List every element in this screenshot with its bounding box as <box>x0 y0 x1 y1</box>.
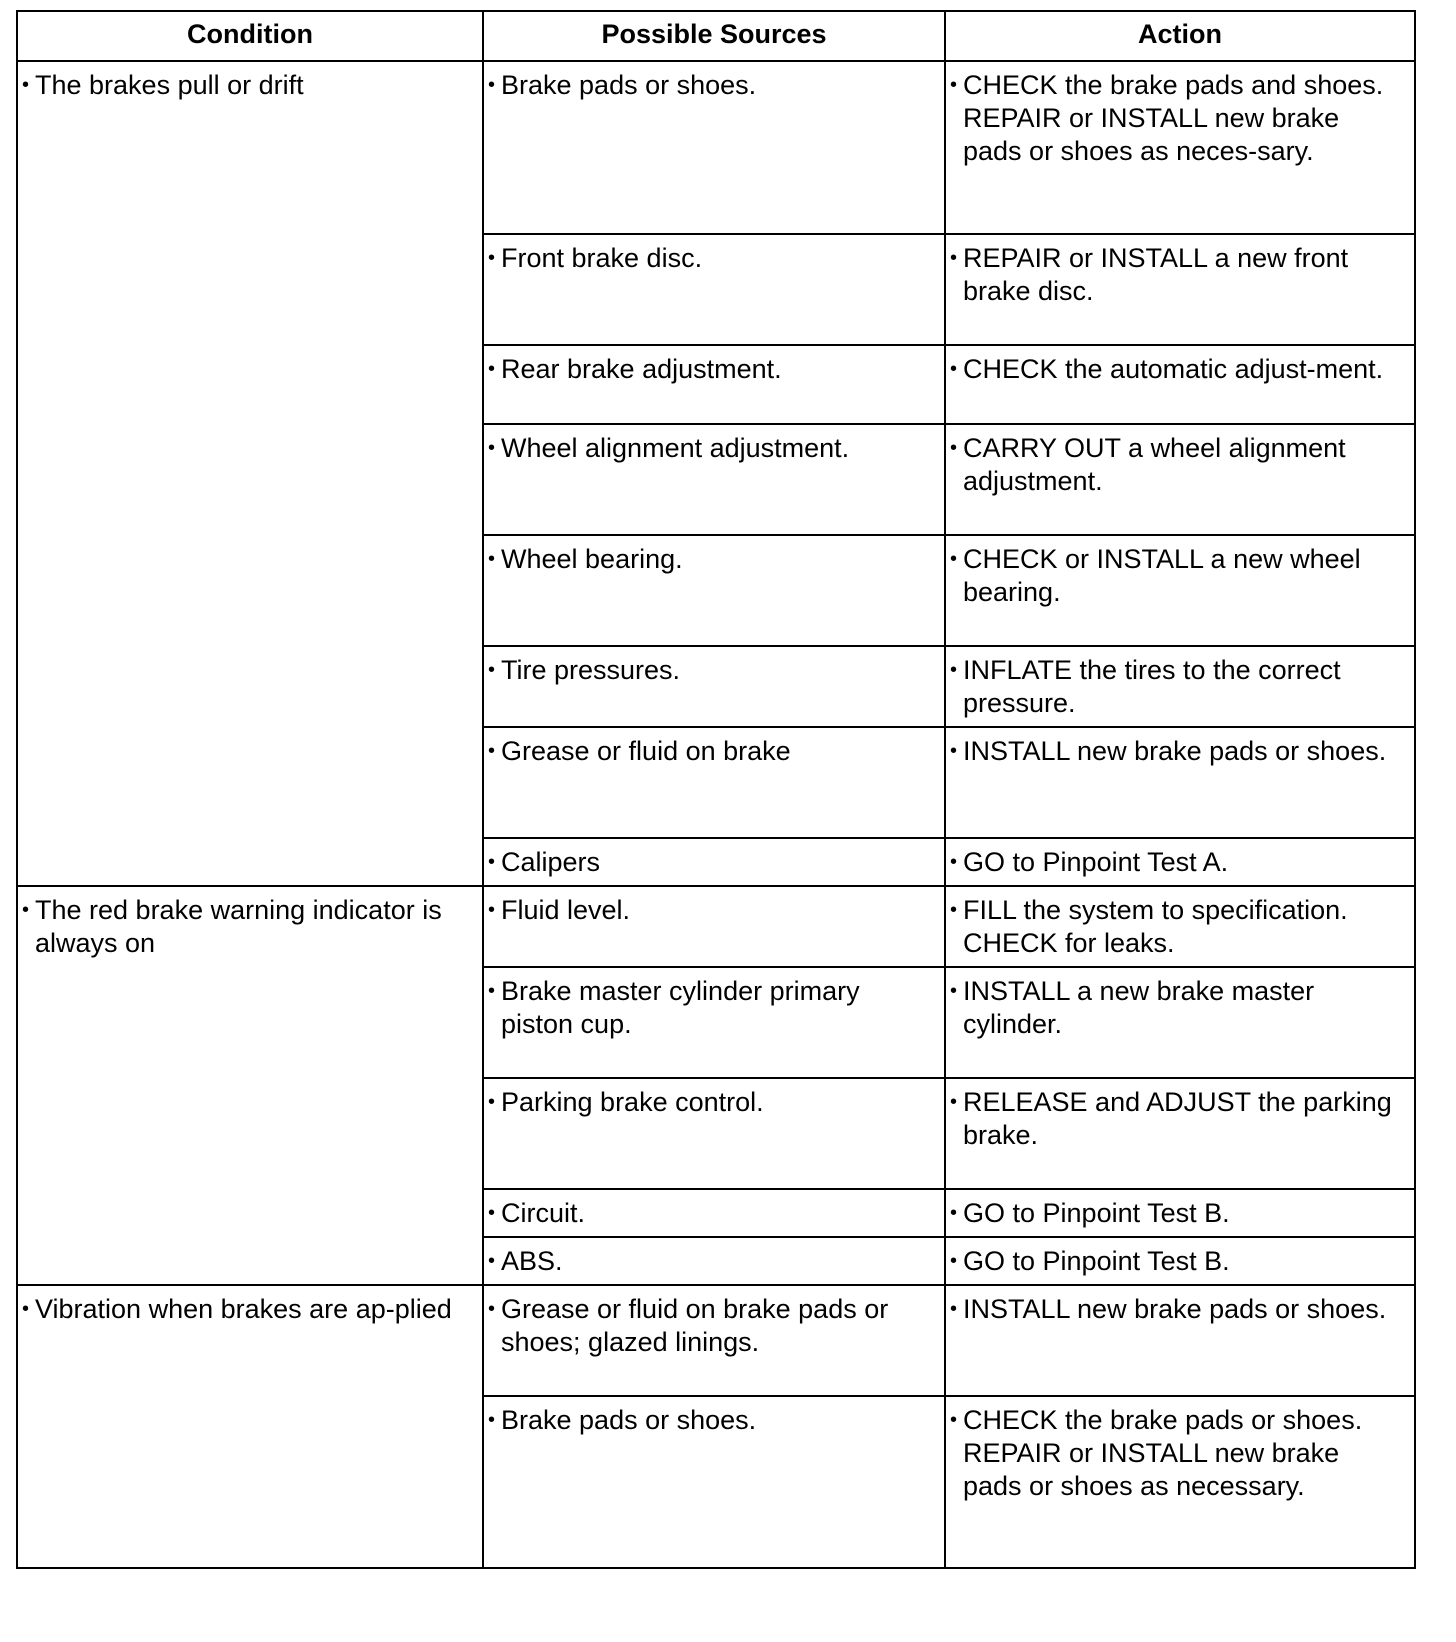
action-text: • GO to Pinpoint Test A. <box>950 846 1404 879</box>
table-row <box>17 886 1415 967</box>
action-cell <box>945 727 1415 838</box>
action-text: • INSTALL new brake pads or shoes. <box>950 1293 1404 1326</box>
source-cell <box>483 1285 945 1396</box>
action-cell <box>945 535 1415 646</box>
action-cell <box>945 345 1415 424</box>
action-cell <box>945 1237 1415 1285</box>
action-text: • INSTALL new brake pads or shoes. <box>950 735 1404 768</box>
source-cell <box>483 424 945 535</box>
source-text: • Wheel alignment adjustment. <box>488 432 934 465</box>
source-cell <box>483 646 945 727</box>
condition-cell <box>17 886 483 1285</box>
source-cell <box>483 727 945 838</box>
source-text: • Brake master cylinder primary piston cup. <box>488 975 934 1041</box>
action-text: • FILL the system to specification. CHECK for leaks. <box>950 894 1404 960</box>
action-text: • CHECK or INSTALL a new wheel bearing. <box>950 543 1404 609</box>
source-cell <box>483 345 945 424</box>
table-row <box>17 1285 1415 1396</box>
condition-cell <box>17 61 483 886</box>
source-cell <box>483 535 945 646</box>
source-text: • Fluid level. <box>488 894 934 927</box>
condition-text: • Vibration when brakes are ap-plied <box>22 1293 472 1326</box>
source-cell <box>483 1396 945 1568</box>
condition-text: • The brakes pull or drift <box>22 69 472 102</box>
source-text: • Parking brake control. <box>488 1086 934 1119</box>
action-text: • GO to Pinpoint Test B. <box>950 1197 1404 1230</box>
source-text: • Grease or fluid on brake <box>488 735 934 768</box>
condition-cell <box>17 1285 483 1568</box>
header-possible-sources: Possible Sources <box>483 11 945 61</box>
action-text: • INFLATE the tires to the correct pressure. <box>950 654 1404 720</box>
action-text: • CHECK the brake pads and shoes. REPAIR or INSTALL new brake pads or shoes as neces-sary. <box>950 69 1404 168</box>
action-cell <box>945 424 1415 535</box>
action-text: • CARRY OUT a wheel alignment adjustment. <box>950 432 1404 498</box>
action-text: • RELEASE and ADJUST the parking brake. <box>950 1086 1404 1152</box>
header-action: Action <box>945 11 1415 61</box>
action-text: • INSTALL a new brake master cylinder. <box>950 975 1404 1041</box>
source-cell <box>483 61 945 234</box>
source-text: • Calipers <box>488 846 934 879</box>
table-row <box>17 61 1415 234</box>
action-text: • CHECK the brake pads or shoes. REPAIR or INSTALL new brake pads or shoes as necessary. <box>950 1404 1404 1503</box>
source-text: • ABS. <box>488 1245 934 1278</box>
source-text: • Grease or fluid on brake pads or shoes; glazed linings. <box>488 1293 934 1359</box>
source-text: • Brake pads or shoes. <box>488 69 934 102</box>
source-text: • Tire pressures. <box>488 654 934 687</box>
header-row <box>17 11 1415 61</box>
source-text: • Wheel bearing. <box>488 543 934 576</box>
diagnosis-table <box>16 10 1416 1569</box>
source-cell <box>483 234 945 345</box>
condition-text: • The red brake warning indicator is always on <box>22 894 472 960</box>
action-cell <box>945 61 1415 234</box>
action-text: • CHECK the automatic adjust-ment. <box>950 353 1404 386</box>
action-text: • REPAIR or INSTALL a new front brake disc. <box>950 242 1404 308</box>
action-cell <box>945 886 1415 967</box>
source-cell <box>483 1078 945 1189</box>
action-cell <box>945 1189 1415 1237</box>
source-text: • Brake pads or shoes. <box>488 1404 934 1437</box>
source-text: • Circuit. <box>488 1197 934 1230</box>
action-cell <box>945 646 1415 727</box>
header-condition: Condition <box>17 11 483 61</box>
source-cell <box>483 1237 945 1285</box>
source-text: • Rear brake adjustment. <box>488 353 934 386</box>
source-cell <box>483 886 945 967</box>
source-cell <box>483 967 945 1078</box>
action-text: • GO to Pinpoint Test B. <box>950 1245 1404 1278</box>
source-text: • Front brake disc. <box>488 242 934 275</box>
action-cell <box>945 234 1415 345</box>
source-cell <box>483 1189 945 1237</box>
action-cell <box>945 1285 1415 1396</box>
source-cell <box>483 838 945 886</box>
action-cell <box>945 838 1415 886</box>
action-cell <box>945 1078 1415 1189</box>
action-cell <box>945 1396 1415 1568</box>
action-cell <box>945 967 1415 1078</box>
